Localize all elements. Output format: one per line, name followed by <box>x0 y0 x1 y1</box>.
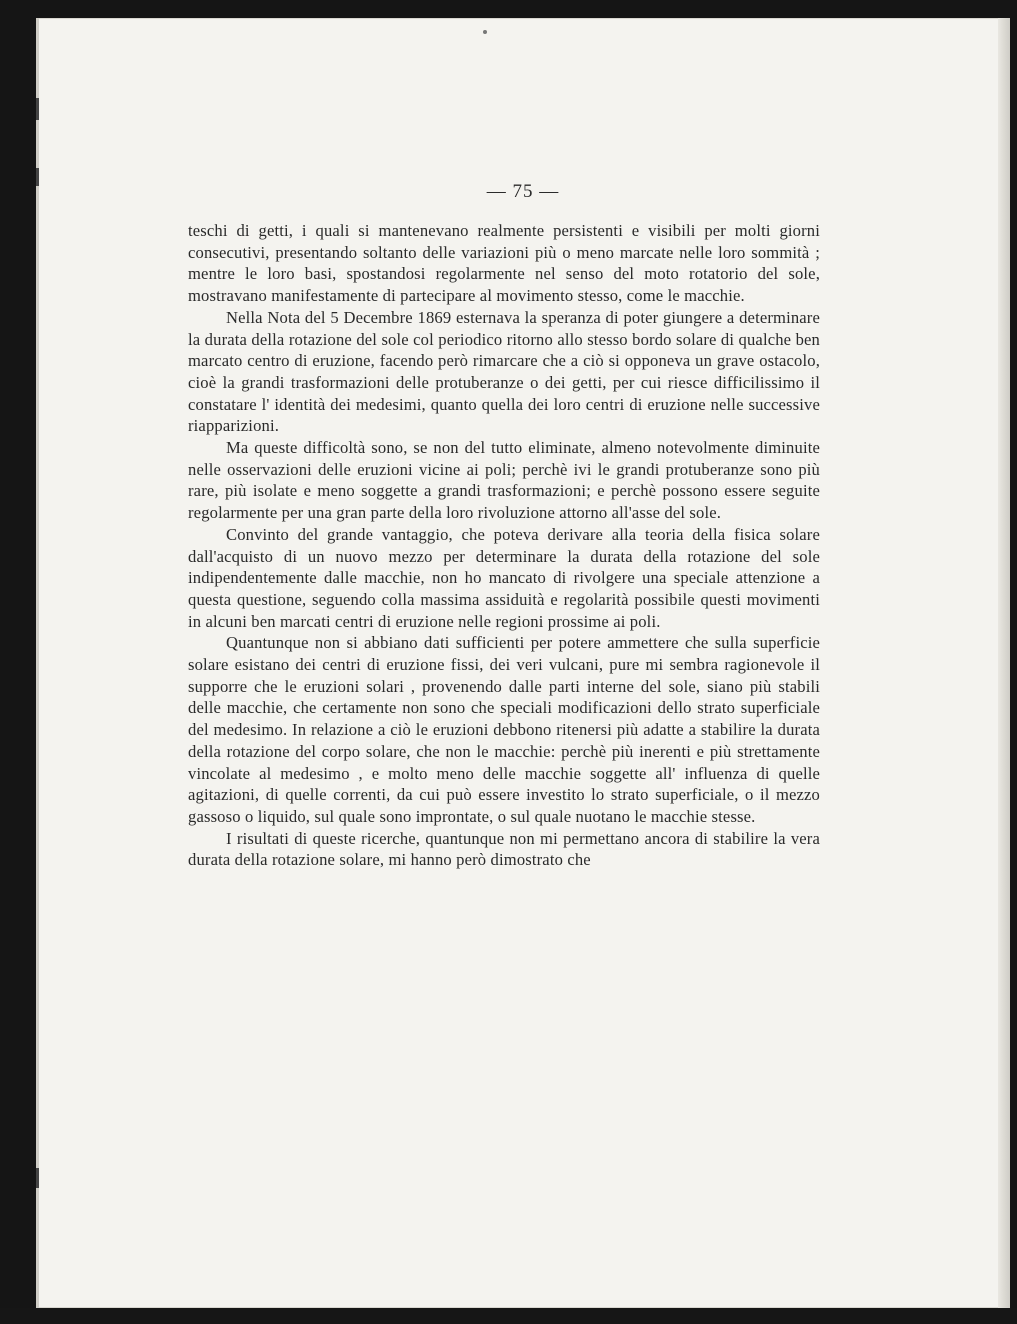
paragraph: Quantunque non si abbiano dati sufficienti per potere ammettere che sulla superficie solare esistano dei centri di eruzione fissi, dei veri vulcani, pure mi sembra ragionevole il supporre che le eruzioni solari , provenendo dalle parti interne del sole, siano più stabili delle macchie, che certamente non sono che speciali modificazioni dello strato superficiale del medesimo. In relazione a ciò le eruzioni debbono ritenersi più adatte a stabilire la durata della rotazione del corpo solare, che non le macchie: perchè più inerenti e più strettamente vincolate al medesimo , e molto meno delle macchie soggette all' influenza di quelle agitazioni, di quelle correnti, da cui può essere investito lo strato superficiale, o il mezzo gassoso o liquido, sul quale sono improntate, o sul quale nuotano le macchie stesse. <box>188 633 820 826</box>
ink-dot <box>483 30 487 34</box>
page-edge-right <box>998 18 1010 1308</box>
paragraph: teschi di getti, i quali si mantenevano realmente persistenti e visibili per molti giorni consecutivi, presentando soltanto delle variazioni più o meno marcate nelle loro sommità ; mentre le loro basi, spostandosi regolarmente nel senso del moto rotatorio del sole, mostravano manifestamente di partecipare al movimento stesso, come le macchie. <box>188 221 820 306</box>
paragraph: Nella Nota del 5 Decembre 1869 esternava la speranza di poter giungere a determinare la durata della rotazione del sole col periodico ritorno allo stesso bordo solare di qualche ben marcato centro di eruzione, facendo però rimarcare che a ciò si opponeva un grave ostacolo, cioè la grandi trasformazioni delle protuberanze o dei getti, per cui riesce difficilissimo il constatare l' identità dei medesimi, quanto quella dei loro centri di eruzione nelle successive riapparizioni. <box>188 307 820 436</box>
paragraph: Convinto del grande vantaggio, che poteva derivare alla teoria della fisica solare dall'acquisto di un nuovo mezzo per determinare la durata della rotazione del sole indipendentemente dalle macchie, non ho mancato di rivolgere una speciale attenzione a questa questione, seguendo colla massima assiduità e regolarità possibile questi movimenti in alcuni ben marcati centri di eruzione nelle regioni prossime ai poli. <box>188 524 820 631</box>
paragraph: Ma queste difficoltà sono, se non del tutto eliminate, almeno notevolmente diminuite nelle osservazioni delle eruzioni vicine ai poli; perchè ivi le grandi protuberanze sono più rare, più isolate e meno soggette a grandi trasformazioni; e perchè possono essere seguite regolarmente per una gran parte della loro rivoluzione attorno all'asse del sole. <box>188 438 820 523</box>
page-number: — 75 — <box>486 181 560 202</box>
page-edge-left <box>36 18 39 1308</box>
paragraph: I risultati di queste ricerche, quantunque non mi permettano ancora di stabilire la vera durata della rotazione solare, mi hanno però dimostrato che <box>188 828 820 870</box>
body-text <box>188 220 820 871</box>
margin-mark <box>36 98 39 120</box>
margin-mark <box>36 1168 39 1188</box>
scan-border-bottom <box>0 1308 1017 1324</box>
book-page <box>36 18 1010 1308</box>
